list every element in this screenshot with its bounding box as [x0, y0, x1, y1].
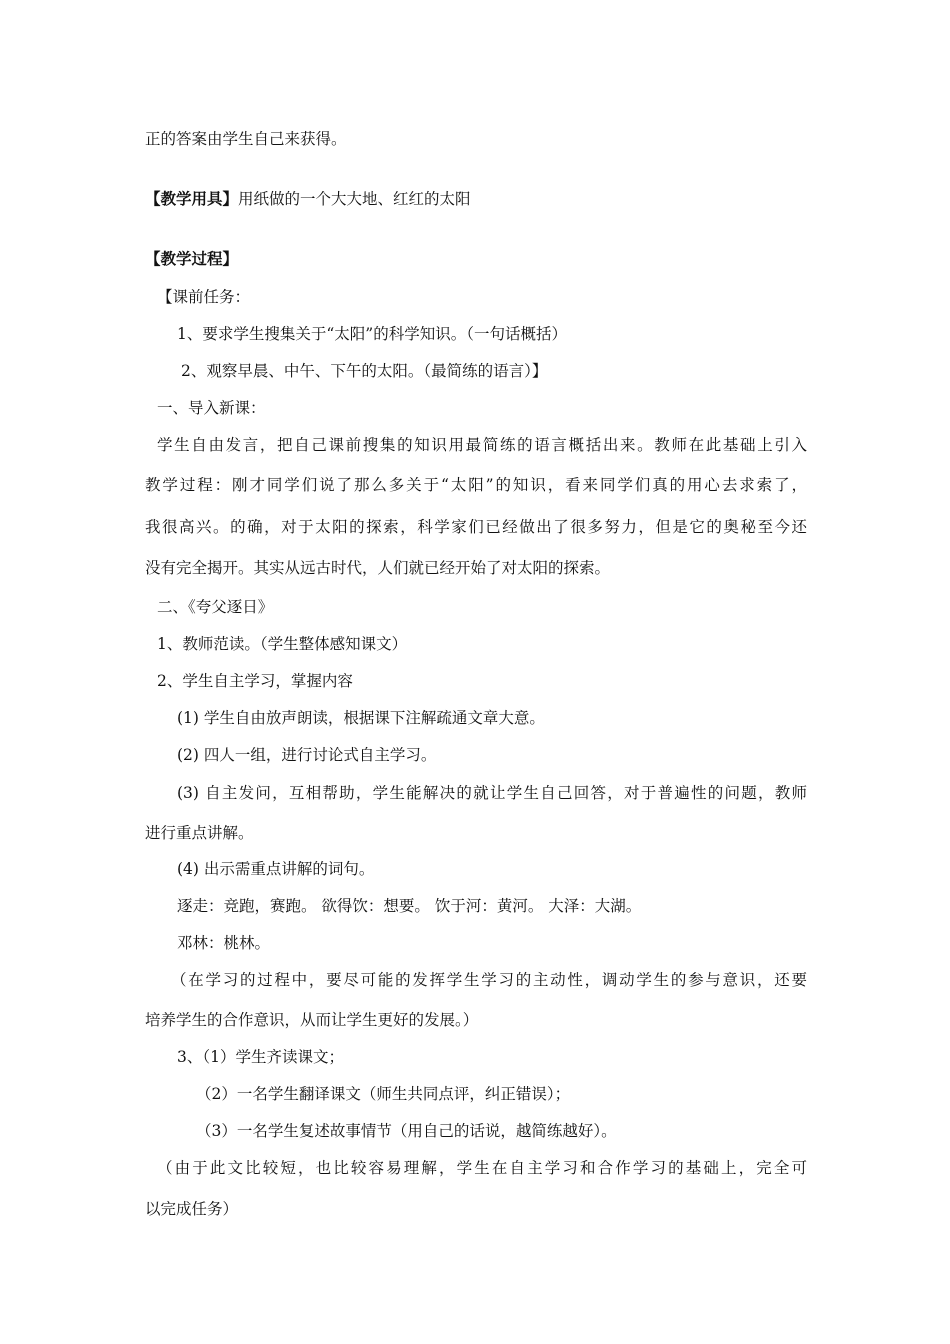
list-item: 3、（1）学生齐读课文；: [177, 1048, 344, 1066]
list-item: （2）一名学生翻译课文（师生共同点评，纠正错误）；: [196, 1085, 571, 1103]
paragraph-line: 【课前任务：: [157, 288, 251, 306]
list-item: (2) 四人一组，进行讨论式自主学习。: [177, 746, 437, 764]
section-heading: 二、《夸父逐日》: [157, 598, 274, 616]
paragraph-line: 以完成任务）: [145, 1200, 239, 1218]
paragraph-line: 我很高兴。的确，对于太阳的探索，科学家们已经做出了很多努力，但是它的奥秘至今还: [145, 518, 807, 536]
vocabulary-line: 逐走：竞跑，赛跑。 欲得饮：想要。 饮于河：黄河。 大泽：大湖。: [177, 897, 642, 915]
paragraph-line: 正的答案由学生自己来获得。: [145, 130, 347, 148]
list-item: 1、教师范读。（学生整体感知课文）: [157, 635, 408, 653]
section-heading: 一、导入新课：: [157, 399, 266, 417]
paragraph-line: 培养学生的合作意识，从而让学生更好的发展。）: [145, 1011, 479, 1029]
section-label: 【教学过程】: [145, 249, 239, 268]
vocabulary-line: 邓林：桃林。: [177, 934, 271, 952]
list-item: (4) 出示需重点讲解的词句。: [177, 860, 375, 878]
paragraph-line: 教学过程：刚才同学们说了那么多关于“太阳”的知识，看来同学们真的用心去求索了，: [145, 476, 807, 494]
paragraph-line: 学生自由发言，把自己课前搜集的知识用最简练的语言概括出来。教师在此基础上引入: [157, 436, 807, 454]
list-item: (1) 学生自由放声朗读，根据课下注解疏通文章大意。: [177, 709, 545, 727]
list-item: (3) 自主发问，互相帮助，学生能解决的就让学生自己回答，对于普遍性的问题，教师: [177, 784, 807, 802]
teaching-process-heading: [145, 248, 238, 270]
paragraph-line: 进行重点讲解。: [145, 824, 254, 842]
list-item: 2、学生自主学习，掌握内容: [157, 672, 353, 690]
paragraph-line: 没有完全揭开。其实从远古时代，人们就已经开始了对太阳的探索。: [145, 559, 611, 577]
section-label: 【教学用具】: [145, 189, 239, 208]
list-item: 1、要求学生搜集关于“太阳”的科学知识。（一句话概括）: [177, 325, 567, 343]
list-item: 2、观察早晨、中午、下午的太阳。（最简练的语言）】: [181, 362, 548, 380]
paragraph-line: （在学习的过程中，要尽可能的发挥学生学习的主动性，调动学生的参与意识，还要: [171, 971, 807, 989]
list-item: （3）一名学生复述故事情节（用自己的话说，越简练越好）。: [196, 1122, 617, 1140]
section-text: 用纸做的一个大大地、红红的太阳: [238, 190, 471, 208]
teaching-tools-line: [145, 188, 471, 210]
paragraph-line: （由于此文比较短，也比较容易理解，学生在自主学习和合作学习的基础上，完全可: [157, 1159, 807, 1177]
